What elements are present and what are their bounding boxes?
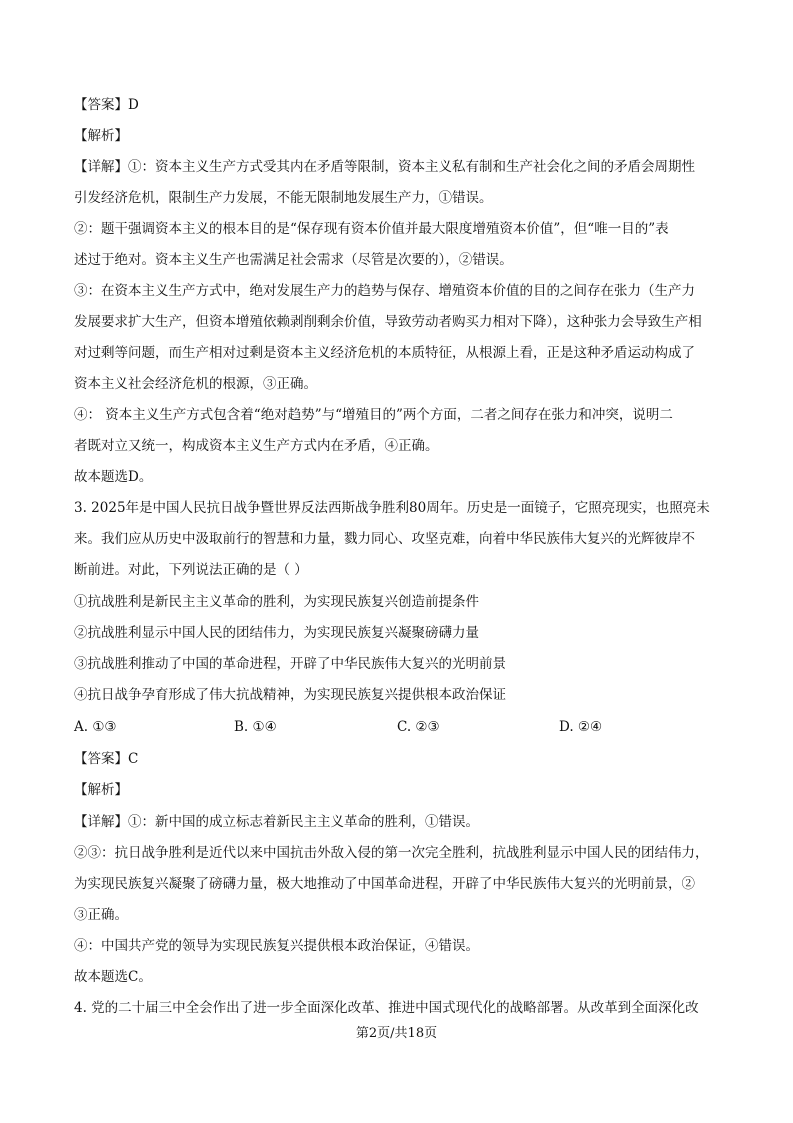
choice-c: C. ②③ [397, 719, 440, 735]
q2-detail-line: 资本主义社会经济危机的根源，③正确。 [74, 376, 317, 392]
q3-choices [74, 717, 724, 737]
q3-detail-line: ②③：抗日战争胜利是近代以来中国抗击外敌入侵的第一次完全胜利，抗战胜利显示中国人民的团结伟力， [74, 845, 709, 861]
q3-detail-line: 【详解】①：新中国的成立标志着新民主主义革命的胜利，①错误。 [74, 814, 479, 830]
q3-detail-line: 为实现民族复兴凝聚了磅礴力量，极大地推动了中国革命进程，开辟了中华民族伟大复兴的光明前景，② [74, 876, 695, 892]
q2-detail-line: ②：题干强调资本主义的根本目的是“保存现有资本价值并最大限度增殖资本价值”，但“唯一目的”表 [74, 221, 669, 237]
q2-detail-line: 发展要求扩大生产，但资本增殖依赖剥削剩余价值，导致劳动者购买力相对下降），这种张力会导致生产相 [74, 314, 702, 330]
q3-detail-line: ④：中国共产党的领导为实现民族复兴提供根本政治保证，④错误。 [74, 938, 479, 954]
q2-detail-line: 者既对立又统一，构成资本主义生产方式内在矛盾，④正确。 [74, 438, 439, 454]
q3-conclusion: 故本题选C。 [74, 969, 152, 985]
q3-stem-line: 断前进。对此，下列说法正确的是（ ） [74, 562, 308, 578]
page-footer: 第2页/共18页 [355, 1026, 438, 1041]
choice-d: D. ②④ [559, 719, 603, 735]
q4-stem-line: 4. 党的二十届三中全会作出了进一步全面深化改革、推进中国式现代化的战略部署。从改革到全面深化改 [74, 1000, 699, 1016]
q3-answer: 【答案】C [74, 751, 139, 767]
q3-analysis-label: 【解析】 [74, 782, 128, 798]
q3-statement: ①抗战胜利是新民主主义革命的胜利，为实现民族复兴创造前提条件 [74, 594, 479, 610]
q2-detail-line: 引发经济危机，限制生产力发展，不能无限制地发展生产力，①错误。 [74, 190, 493, 206]
q2-detail-line: 述过于绝对。资本主义生产也需满足社会需求（尽管是次要的），②错误。 [74, 252, 513, 268]
q2-detail-line: 对过剩等问题，而生产相对过剩是资本主义经济危机的本质特征，从根源上看，正是这种矛盾运动构成了 [74, 345, 695, 361]
q3-detail-line: ③正确。 [74, 907, 128, 923]
q3-stem-line: 来。我们应从历史中汲取前行的智慧和力量，戮力同心、攻坚克难，向着中华民族伟大复兴的光辉彼岸不 [74, 531, 695, 547]
q2-analysis-label: 【解析】 [74, 128, 128, 144]
q2-detail-line: ③：在资本主义生产方式中，绝对发展生产力的趋势与保存、增殖资本价值的目的之间存在张力（生产力 [74, 283, 695, 299]
q3-statement: ③抗战胜利推动了中国的革命进程，开辟了中华民族伟大复兴的光明前景 [74, 656, 506, 672]
q3-statement: ④抗日战争孕育形成了伟大抗战精神，为实现民族复兴提供根本政治保证 [74, 687, 506, 703]
choice-b: B. ①④ [234, 719, 277, 735]
q2-answer: 【答案】D [74, 97, 139, 113]
q2-conclusion: 故本题选D。 [74, 469, 153, 485]
q2-detail-line: 【详解】①：资本主义生产方式受其内在矛盾等限制，资本主义私有制和生产社会化之间的矛盾会周期性 [74, 159, 695, 175]
q3-statement: ②抗战胜利显示中国人民的团结伟力，为实现民族复兴凝聚磅礴力量 [74, 625, 479, 641]
q2-detail-line: ④： 资本主义生产方式包含着“绝对趋势”与“增殖目的”两个方面，二者之间存在张力和冲突，说明二 [74, 407, 673, 423]
choice-a: A. ①③ [74, 719, 117, 735]
q3-stem-line: 3. 2025年是中国人民抗日战争暨世界反法西斯战争胜利80周年。历史是一面镜子，它照亮现实，也照亮未 [74, 500, 710, 516]
